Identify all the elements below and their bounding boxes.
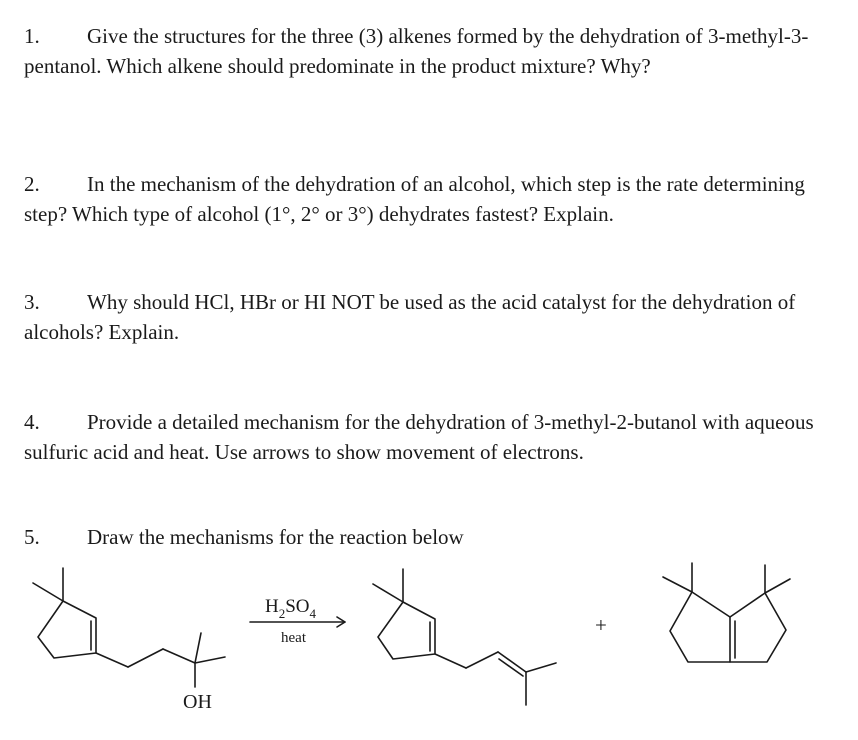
question-4 <box>24 407 839 467</box>
question-text: Provide a detailed mechanism for the dehydration of 3-methyl-2-butanol with aqueous sulfuric acid and heat. Use arrows to show movement of electrons. <box>24 410 814 464</box>
question-5 <box>24 522 839 552</box>
reactant-structure <box>33 568 225 687</box>
reagent-label: $H_2SO_4$ <box>265 596 317 621</box>
question-text: Why should HCl, HBr or HI NOT be used as the acid catalyst for the dehydration of alcohols? Explain. <box>24 290 796 344</box>
condition-label: heat <box>281 630 306 646</box>
question-number: 1. <box>24 24 40 48</box>
question-text: Draw the mechanisms for the reaction below <box>87 525 464 549</box>
hydroxyl-label: OH <box>183 691 212 713</box>
question-text: In the mechanism of the dehydration of an alcohol, which step is the rate determining step? Which type of alcohol (1°, 2° or 3°) dehydrates fastest? Explain. <box>24 172 805 226</box>
question-number: 3. <box>24 290 40 314</box>
question-number: 2. <box>24 172 40 196</box>
question-3 <box>24 287 839 347</box>
question-number: 5. <box>24 525 40 549</box>
product-2-structure <box>663 563 790 662</box>
product-1-structure <box>373 569 556 705</box>
reaction-scheme <box>0 555 858 740</box>
reaction-arrow <box>250 617 345 627</box>
question-1 <box>24 21 839 81</box>
question-2 <box>24 169 839 229</box>
question-number: 4. <box>24 410 40 434</box>
question-text: Give the structures for the three (3) alkenes formed by the dehydration of 3-methyl-3-pentanol. Which alkene should predominate in the product mixture? Why? <box>24 24 809 78</box>
plus-sign: + <box>595 613 607 637</box>
